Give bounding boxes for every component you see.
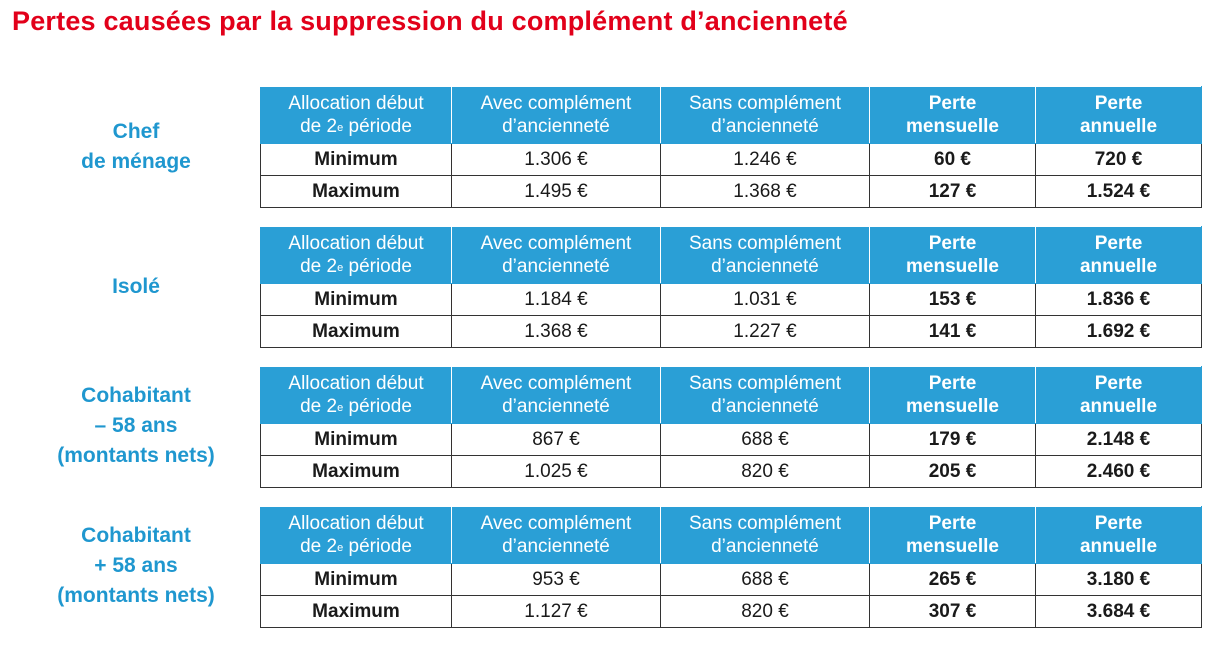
cell-avec-complement: 1.025 € bbox=[452, 456, 661, 488]
table-chef-de-menage bbox=[260, 86, 1202, 208]
table-row bbox=[261, 316, 1202, 348]
cell-perte-annuelle: 1.836 € bbox=[1036, 284, 1202, 316]
cell-perte-annuelle: 720 € bbox=[1036, 144, 1202, 176]
cell-perte-mensuelle: 141 € bbox=[870, 316, 1036, 348]
table-row bbox=[261, 596, 1202, 628]
cell-sans-complement: 688 € bbox=[661, 424, 870, 456]
table-cohabitant-moins-58 bbox=[260, 366, 1202, 488]
header-allocation-debut: Allocation début de 2e période bbox=[261, 227, 452, 284]
header-perte-mensuelle: Perte mensuelle bbox=[870, 227, 1036, 284]
header-allocation-debut: Allocation début de 2e période bbox=[261, 507, 452, 564]
header-perte-annuelle: Perte annuelle bbox=[1036, 507, 1202, 564]
cell-avec-complement: 1.184 € bbox=[452, 284, 661, 316]
cell-perte-mensuelle: 179 € bbox=[870, 424, 1036, 456]
section-label-line: (montants nets) bbox=[57, 444, 215, 467]
row-label: Maximum bbox=[261, 596, 452, 628]
cell-sans-complement: 1.031 € bbox=[661, 284, 870, 316]
section-label-line: Isolé bbox=[112, 275, 160, 298]
header-perte-annuelle: Perte annuelle bbox=[1036, 87, 1202, 144]
cell-perte-annuelle: 3.684 € bbox=[1036, 596, 1202, 628]
row-label: Maximum bbox=[261, 176, 452, 208]
header-avec-complement: Avec complément d’ancienneté bbox=[452, 227, 661, 284]
section-label-line: de ménage bbox=[81, 150, 191, 173]
section-label-line: + 58 ans bbox=[94, 554, 178, 577]
section-label-cohabitant-plus-58 bbox=[30, 521, 242, 611]
row-label: Minimum bbox=[261, 144, 452, 176]
header-sans-complement: Sans complément d’ancienneté bbox=[661, 367, 870, 424]
cell-avec-complement: 953 € bbox=[452, 564, 661, 596]
header-row bbox=[261, 87, 1202, 144]
table-row bbox=[261, 176, 1202, 208]
cell-perte-mensuelle: 265 € bbox=[870, 564, 1036, 596]
header-avec-complement: Avec complément d’ancienneté bbox=[452, 367, 661, 424]
header-perte-mensuelle: Perte mensuelle bbox=[870, 367, 1036, 424]
cell-sans-complement: 1.368 € bbox=[661, 176, 870, 208]
header-row bbox=[261, 227, 1202, 284]
row-label: Minimum bbox=[261, 564, 452, 596]
header-sans-complement: Sans complément d’ancienneté bbox=[661, 507, 870, 564]
cell-sans-complement: 1.227 € bbox=[661, 316, 870, 348]
cell-sans-complement: 688 € bbox=[661, 564, 870, 596]
cell-sans-complement: 1.246 € bbox=[661, 144, 870, 176]
table-row bbox=[261, 424, 1202, 456]
cell-avec-complement: 1.127 € bbox=[452, 596, 661, 628]
cell-avec-complement: 867 € bbox=[452, 424, 661, 456]
table-row bbox=[261, 456, 1202, 488]
cell-avec-complement: 1.306 € bbox=[452, 144, 661, 176]
section-label-cohabitant-moins-58 bbox=[30, 381, 242, 471]
row-label: Minimum bbox=[261, 424, 452, 456]
header-row bbox=[261, 367, 1202, 424]
cell-perte-annuelle: 2.460 € bbox=[1036, 456, 1202, 488]
cell-perte-mensuelle: 60 € bbox=[870, 144, 1036, 176]
cell-perte-annuelle: 1.524 € bbox=[1036, 176, 1202, 208]
table-row bbox=[261, 564, 1202, 596]
row-label: Maximum bbox=[261, 316, 452, 348]
page-title: Pertes causées par la suppression du complément d’ancienneté bbox=[12, 6, 848, 36]
table-row bbox=[261, 144, 1202, 176]
cell-avec-complement: 1.495 € bbox=[452, 176, 661, 208]
cell-perte-annuelle: 2.148 € bbox=[1036, 424, 1202, 456]
header-row bbox=[261, 507, 1202, 564]
table-isole bbox=[260, 226, 1202, 348]
header-avec-complement: Avec complément d’ancienneté bbox=[452, 87, 661, 144]
section-label-line: (montants nets) bbox=[57, 584, 215, 607]
section-label-isole bbox=[30, 272, 242, 302]
section-label-line: Cohabitant bbox=[81, 524, 191, 547]
cell-perte-mensuelle: 307 € bbox=[870, 596, 1036, 628]
header-sans-complement: Sans complément d’ancienneté bbox=[661, 87, 870, 144]
table-cohabitant-plus-58 bbox=[260, 506, 1202, 628]
header-allocation-debut: Allocation début de 2e période bbox=[261, 87, 452, 144]
section-label-line: Cohabitant bbox=[81, 384, 191, 407]
header-sans-complement: Sans complément d’ancienneté bbox=[661, 227, 870, 284]
header-perte-annuelle: Perte annuelle bbox=[1036, 367, 1202, 424]
cell-sans-complement: 820 € bbox=[661, 596, 870, 628]
row-label: Maximum bbox=[261, 456, 452, 488]
header-perte-annuelle: Perte annuelle bbox=[1036, 227, 1202, 284]
row-label: Minimum bbox=[261, 284, 452, 316]
header-allocation-debut: Allocation début de 2e période bbox=[261, 367, 452, 424]
cell-avec-complement: 1.368 € bbox=[452, 316, 661, 348]
table-row bbox=[261, 284, 1202, 316]
cell-perte-mensuelle: 205 € bbox=[870, 456, 1036, 488]
header-perte-mensuelle: Perte mensuelle bbox=[870, 507, 1036, 564]
cell-perte-mensuelle: 153 € bbox=[870, 284, 1036, 316]
cell-perte-annuelle: 1.692 € bbox=[1036, 316, 1202, 348]
cell-perte-annuelle: 3.180 € bbox=[1036, 564, 1202, 596]
section-label-line: Chef bbox=[112, 120, 160, 143]
header-avec-complement: Avec complément d’ancienneté bbox=[452, 507, 661, 564]
header-perte-mensuelle: Perte mensuelle bbox=[870, 87, 1036, 144]
section-label-chef-de-menage bbox=[30, 117, 242, 177]
cell-sans-complement: 820 € bbox=[661, 456, 870, 488]
section-label-line: – 58 ans bbox=[94, 414, 178, 437]
cell-perte-mensuelle: 127 € bbox=[870, 176, 1036, 208]
